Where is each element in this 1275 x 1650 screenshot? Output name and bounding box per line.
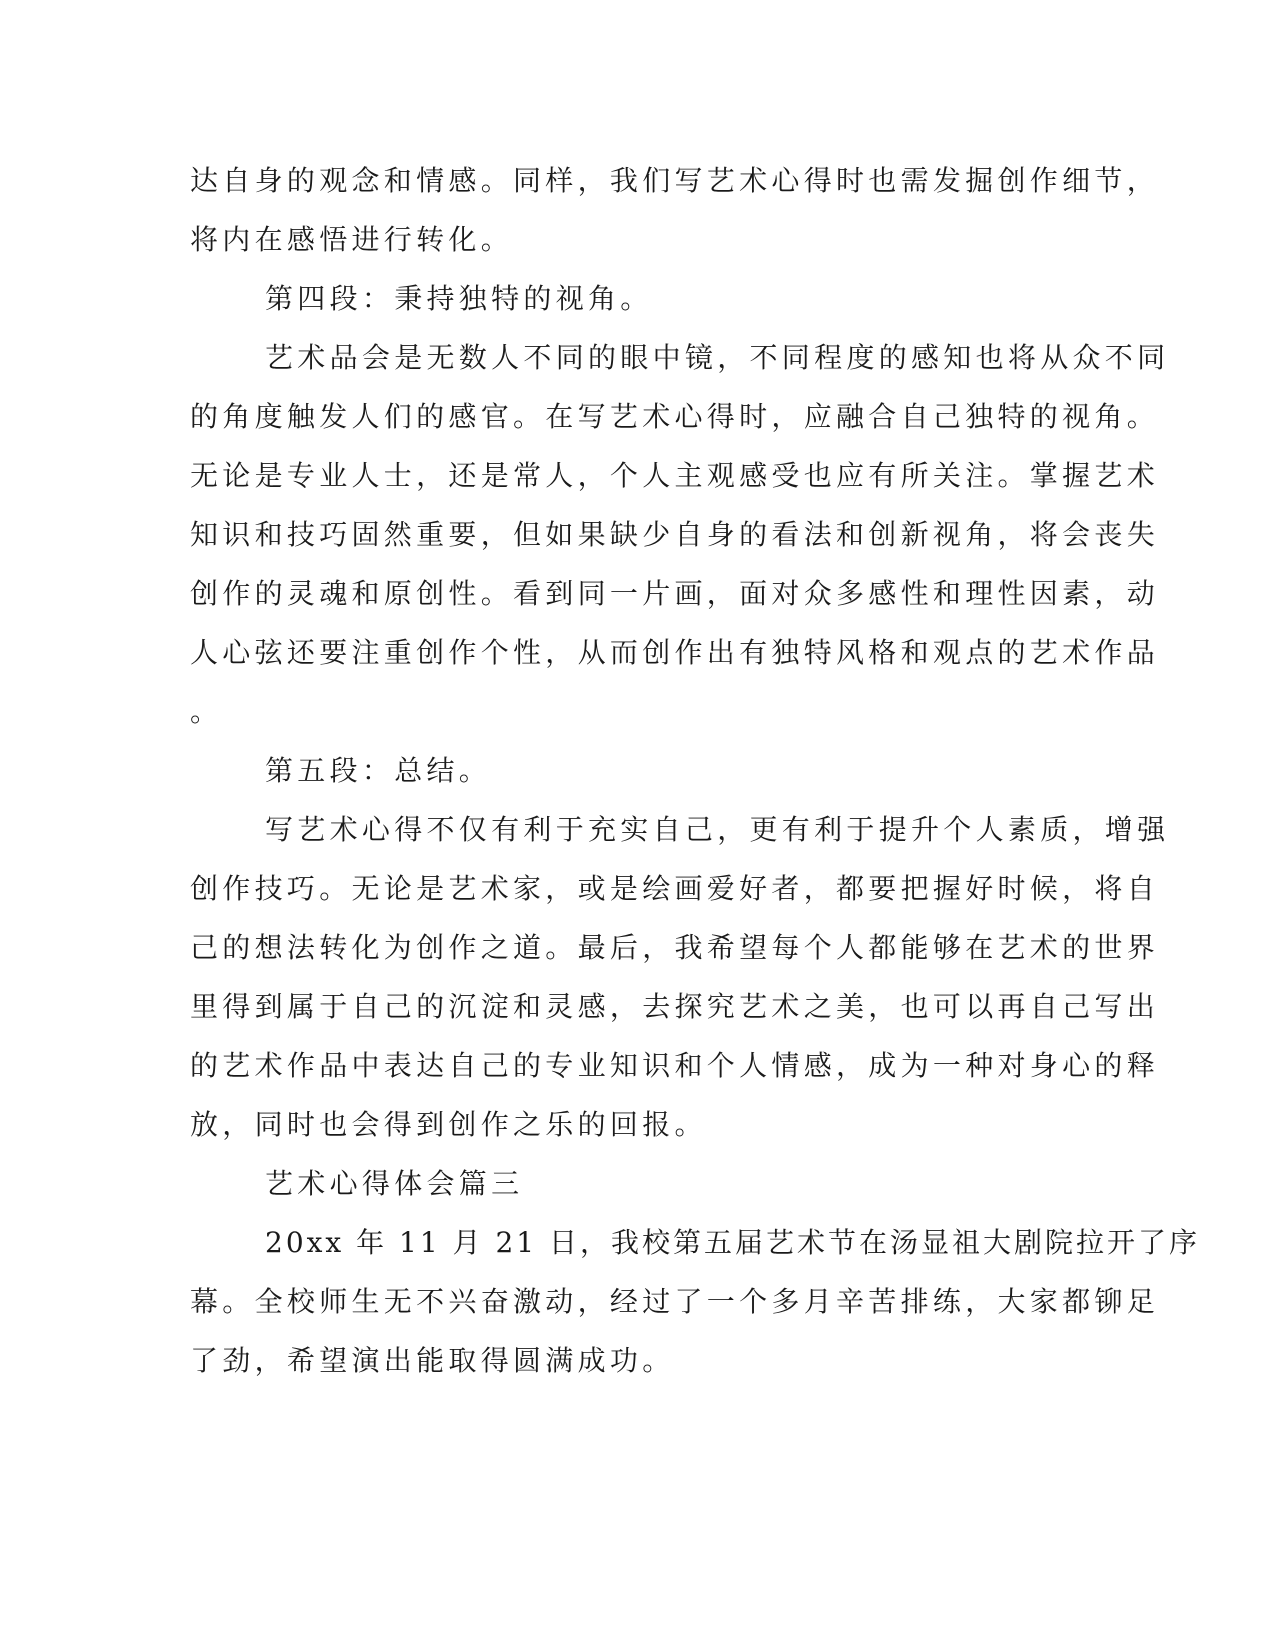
text-line: 的角度触发人们的感官。在写艺术心得时，应融合自己独特的视角。 [190,400,1160,433]
text-line: 幕。全校师生无不兴奋激动，经过了一个多月辛苦排练，大家都铆足 [190,1285,1160,1318]
text-line: 放，同时也会得到创作之乐的回报。 [190,1108,707,1141]
text-line: 知识和技巧固然重要，但如果缺少自身的看法和创新视角，将会丧失 [190,518,1160,551]
text-line: 创作技巧。无论是艺术家，或是绘画爱好者，都要把握好时候，将自 [190,872,1160,905]
text-line: 创作的灵魂和原创性。看到同一片画，面对众多感性和理性因素，动 [190,577,1160,610]
section-heading: 第五段：总结。 [265,754,492,787]
paragraph-first-line: 艺术品会是无数人不同的眼中镜，不同程度的感知也将从众不同 [265,341,1170,374]
text-line: 的艺术作品中表达自己的专业知识和个人情感，成为一种对身心的释 [190,1049,1160,1082]
text-line: 无论是专业人士，还是常人，个人主观感受也应有所关注。掌握艺术 [190,459,1160,492]
text-line: 。 [190,695,223,728]
text-line: 人心弦还要注重创作个性，从而创作出有独特风格和观点的艺术作品 [190,636,1160,669]
article-title: 艺术心得体会篇三 [265,1167,524,1200]
text-line: 将内在感悟进行转化。 [190,223,514,256]
text-line: 里得到属于自己的沉淀和灵感，去探究艺术之美，也可以再自己写出 [190,990,1160,1023]
section-heading: 第四段：秉持独特的视角。 [265,282,653,315]
paragraph-first-line: 写艺术心得不仅有利于充实自己，更有利于提升个人素质，增强 [265,813,1170,846]
text-line: 达自身的观念和情感。同样，我们写艺术心得时也需发掘创作细节， [190,164,1160,197]
paragraph-first-line: 20xx 年 11 月 21 日，我校第五届艺术节在汤显祖大剧院拉开了序 [265,1226,1200,1259]
text-line: 了劲，希望演出能取得圆满成功。 [190,1344,675,1377]
text-line: 己的想法转化为创作之道。最后，我希望每个人都能够在艺术的世界 [190,931,1160,964]
